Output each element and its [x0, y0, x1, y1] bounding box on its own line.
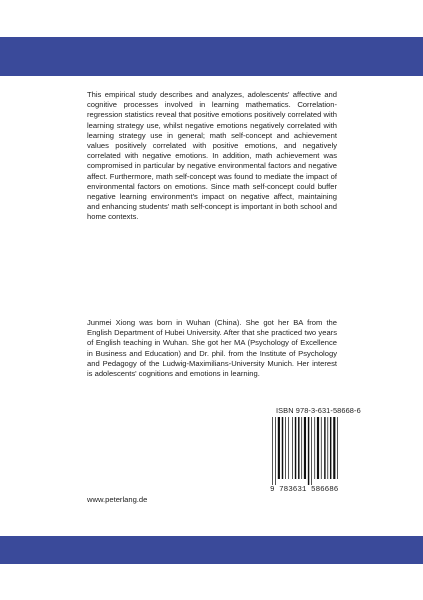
abstract-paragraph: This empirical study describes and analyzes, adolescents' affective and cognitive processes involved in learning mathematics. Correlation-regression statistics reveal that positive emotions positively correlated with learning strategy use, whilst negative emotions negatively correlated with learning strategy use in general; math self-concept and achievement values positively correlated with positive emotions, and negatively correlated with negative emotions. In addition, math achievement was compromised in particular by negative environmental factors and negative affect. Furthermore, math self-concept was found to mediate the impact of environmental factors on emotions. Since math self-concept could buffer negative learning environment's impact on negative affect, maintaining and enhancing students' math self-concept is important in both school and home contexts. — [87, 90, 337, 222]
bottom-color-band — [0, 536, 423, 564]
isbn-label: ISBN 978-3-631-58668-6 — [276, 406, 361, 415]
author-bio-paragraph: Junmei Xiong was born in Wuhan (China). She got her BA from the English Department of Hubei University. After that she practiced two years of English teaching in Wuhan. She got her MA (Psychology of Excellence in Business and Education) and Dr. phil. from the Institute of Psychology and Pedagogy of the Ludwig-Maximilians-University Munich. Her interest is adolescents' cognitions and emotions in learning. — [87, 318, 337, 379]
top-color-band — [0, 37, 423, 76]
isbn-block — [270, 406, 361, 494]
barcode — [270, 417, 340, 485]
publisher-website: www.peterlang.de — [87, 495, 148, 504]
barcode-digits: 9 783631 586686 — [270, 486, 339, 494]
